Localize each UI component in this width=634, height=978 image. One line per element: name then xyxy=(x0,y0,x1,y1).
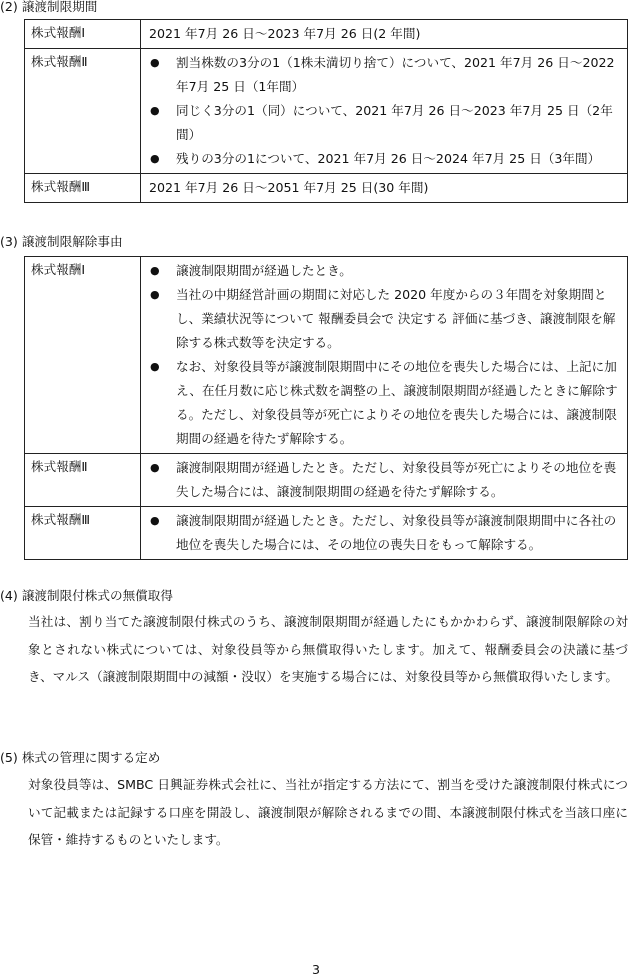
table-row xyxy=(25,20,628,49)
section-body-5: 対象役員等は、SMBC 日興証券株式会社に、当社が指定する方法にて、割当を受けた譲渡制限付株式について記載または記録する口座を開設し、譲渡制限が解除されるまでの間、本譲渡制限付株式を当該口座に保管・維持するものといたします。 xyxy=(28,777,628,847)
bullet-list xyxy=(149,51,619,171)
table-row xyxy=(25,174,628,203)
bullet-list xyxy=(149,259,619,451)
lock-period-table xyxy=(24,19,628,203)
list-item: ● 割当株数の3分の1（1株未満切り捨て）について、2021 年7月 26 日～2022 年7月 25 日（1年間） xyxy=(149,51,619,99)
list-item: ● 譲渡制限期間が経過したとき。 xyxy=(149,259,619,283)
row-label: 株式報酬Ⅰ xyxy=(25,257,141,454)
list-item: ● 残りの3分の1について、2021 年7月 26 日～2024 年7月 25 日（3年間） xyxy=(149,147,619,171)
release-conditions-table xyxy=(24,256,628,560)
row-text: 2021 年7月 26 日～2051 年7月 25 日(30 年間) xyxy=(141,174,628,203)
row-label: 株式報酬Ⅰ xyxy=(25,20,141,49)
section-title-4: (4) 譲渡制限付株式の無償取得 xyxy=(0,588,173,603)
table-row xyxy=(25,454,628,507)
bullet-list xyxy=(149,509,619,557)
row-label: 株式報酬Ⅱ xyxy=(25,49,141,174)
section-body-4: 当社は、割り当てた譲渡制限付株式のうち、譲渡制限期間が経過したにもかかわらず、譲渡制限解除の対象とされない株式については、対象役員等から無償取得いたします。加えて、報酬委員会の決議に基づき、マルス（譲渡制限期間中の減額・没収）を実施する場合には、対象役員等から無償取得いたします。 xyxy=(28,614,628,684)
list-item: ● 譲渡制限期間が経過したとき。ただし、対象役員等が死亡によりその地位を喪失した場合には、譲渡制限期間の経過を待たず解除する。 xyxy=(149,456,619,504)
list-item: ● なお、対象役員等が譲渡制限期間中にその地位を喪失した場合には、上記に加え、在任月数に応じ株式数を調整の上、譲渡制限期間が経過したときに解除する。ただし、対象役員等が死亡によりその地位を喪失した場合には、譲渡制限期間の経過を待たず解除する。 xyxy=(149,355,619,451)
list-item: ● 当社の中期経営計画の期間に対応した 2020 年度からの３年間を対象期間とし、業績状況等について 報酬委員会で 決定する 評価に基づき、譲渡制限を解除する株式数等を決定する。 xyxy=(149,283,619,355)
section-title-5: (5) 株式の管理に関する定め xyxy=(0,750,161,765)
list-item: ● 同じく3分の1（同）について、2021 年7月 26 日～2023 年7月 25 日（2年間） xyxy=(149,99,619,147)
row-label: 株式報酬Ⅲ xyxy=(25,174,141,203)
table-row xyxy=(25,507,628,560)
table-row xyxy=(25,49,628,174)
page-number: 3 xyxy=(311,962,320,977)
bullet-list xyxy=(149,456,619,504)
section-title-2: (2) 譲渡制限期間 xyxy=(0,0,98,14)
row-text: 2021 年7月 26 日～2023 年7月 26 日(2 年間) xyxy=(141,20,628,49)
row-label: 株式報酬Ⅱ xyxy=(25,454,141,507)
list-item: ● 譲渡制限期間が経過したとき。ただし、対象役員等が譲渡制限期間中に各社の地位を喪失した場合には、その地位の喪失日をもって解除する。 xyxy=(149,509,619,557)
table-row xyxy=(25,257,628,454)
section-title-3: (3) 譲渡制限解除事由 xyxy=(0,234,123,249)
row-label: 株式報酬Ⅲ xyxy=(25,507,141,560)
